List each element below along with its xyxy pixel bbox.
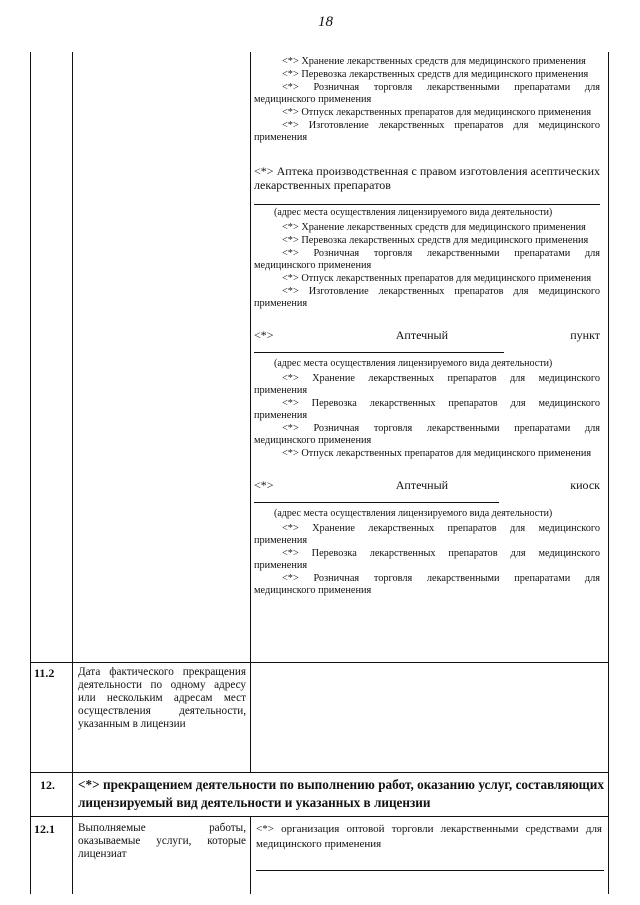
row-rule-2 [30, 772, 609, 773]
row-11-2-label: Дата фактического прекращения деятельности по одному адресу или нескольким адресам мест осуществления деятельности, указанным в лицензии [78, 666, 246, 730]
list-item: <*> Хранение лекарственных средств для медицинского применения [282, 56, 586, 67]
list-item: <*> Хранение лекарственных средств для медицинского применения [282, 222, 586, 233]
list-item: <*> Розничная торговля лекарственными препаратами для медицинского применения [254, 573, 601, 596]
row-11-2-number: 11.2 [34, 666, 55, 680]
list-item: <*> Перевозка лекарственных средств для медицинского применения [282, 69, 589, 80]
pharmacy-kiosk-heading: <*> Аптечный киоск [254, 478, 600, 506]
aseptic-pharmacy-heading: <*> Аптека производственная с правом изготовления асептических лекарственных препаратов [254, 164, 600, 192]
table-border-right [608, 52, 609, 894]
list-item: <*> Розничная торговля лекарственными препаратами для медицинского применения [254, 82, 601, 105]
list-item: <*> Розничная торговля лекарственными препаратами для медицинского применения [254, 423, 601, 446]
row-12-1-underline [256, 870, 604, 871]
row-12-1-value: <*> организация оптовой торговли лекарственными средствами для медицинского применения [256, 823, 602, 850]
list-item: <*> Хранение лекарственных препаратов для медицинского применения [254, 373, 600, 396]
row-12-text: <*> прекращением деятельности по выполнению работ, оказанию услуг, составляющих лицензируемый вид деятельности и указанных в лицензии [78, 777, 604, 810]
top-items-list [254, 56, 600, 144]
activities-cell [254, 56, 600, 598]
list-item: <*> Изготовление лекарственных препаратов для медицинского применения [254, 286, 600, 309]
address-caption: (адрес места осуществления лицензируемого вида деятельности) [274, 207, 553, 218]
pharmacy-point-items-list [254, 373, 600, 460]
list-item: <*> Розничная торговля лекарственными препаратами для медицинского применения [254, 248, 601, 271]
table-divider-2b [250, 816, 251, 894]
list-item: <*> Перевозка лекарственных препаратов для медицинского применения [254, 548, 601, 571]
list-item: <*> Хранение лекарственных препаратов для медицинского применения [254, 523, 600, 546]
address-caption: (адрес места осуществления лицензируемого вида деятельности) [274, 508, 553, 519]
row-12-1-label: Выполняемые работы, оказываемые услуги, которые лицензиат [78, 822, 246, 860]
list-item: <*> Перевозка лекарственных средств для медицинского применения [282, 235, 589, 246]
list-item: <*> Изготовление лекарственных препаратов для медицинского применения [254, 120, 600, 143]
pharmacy-point-heading: <*> Аптечный пункт [254, 328, 600, 356]
row-rule-3 [30, 816, 609, 817]
row-rule-1 [30, 662, 609, 663]
pharmacy-kiosk-items-list [254, 523, 600, 597]
address-line [254, 194, 600, 205]
list-item: <*> Отпуск лекарственных препаратов для медицинского применения [282, 273, 592, 284]
list-item: <*> Отпуск лекарственных препаратов для медицинского применения [282, 448, 592, 459]
row-12-number: 12. [40, 778, 55, 792]
aseptic-items-list [254, 222, 600, 310]
list-item: <*> Перевозка лекарственных препаратов для медицинского применения [254, 398, 601, 421]
table-divider-1 [72, 52, 73, 894]
page-number: 18 [318, 14, 333, 30]
table-border-left [30, 52, 31, 894]
table-divider-2 [250, 52, 251, 772]
list-item: <*> Отпуск лекарственных препаратов для медицинского применения [282, 107, 592, 118]
address-caption: (адрес места осуществления лицензируемого вида деятельности) [274, 358, 553, 369]
row-12-1-number: 12.1 [34, 822, 55, 836]
